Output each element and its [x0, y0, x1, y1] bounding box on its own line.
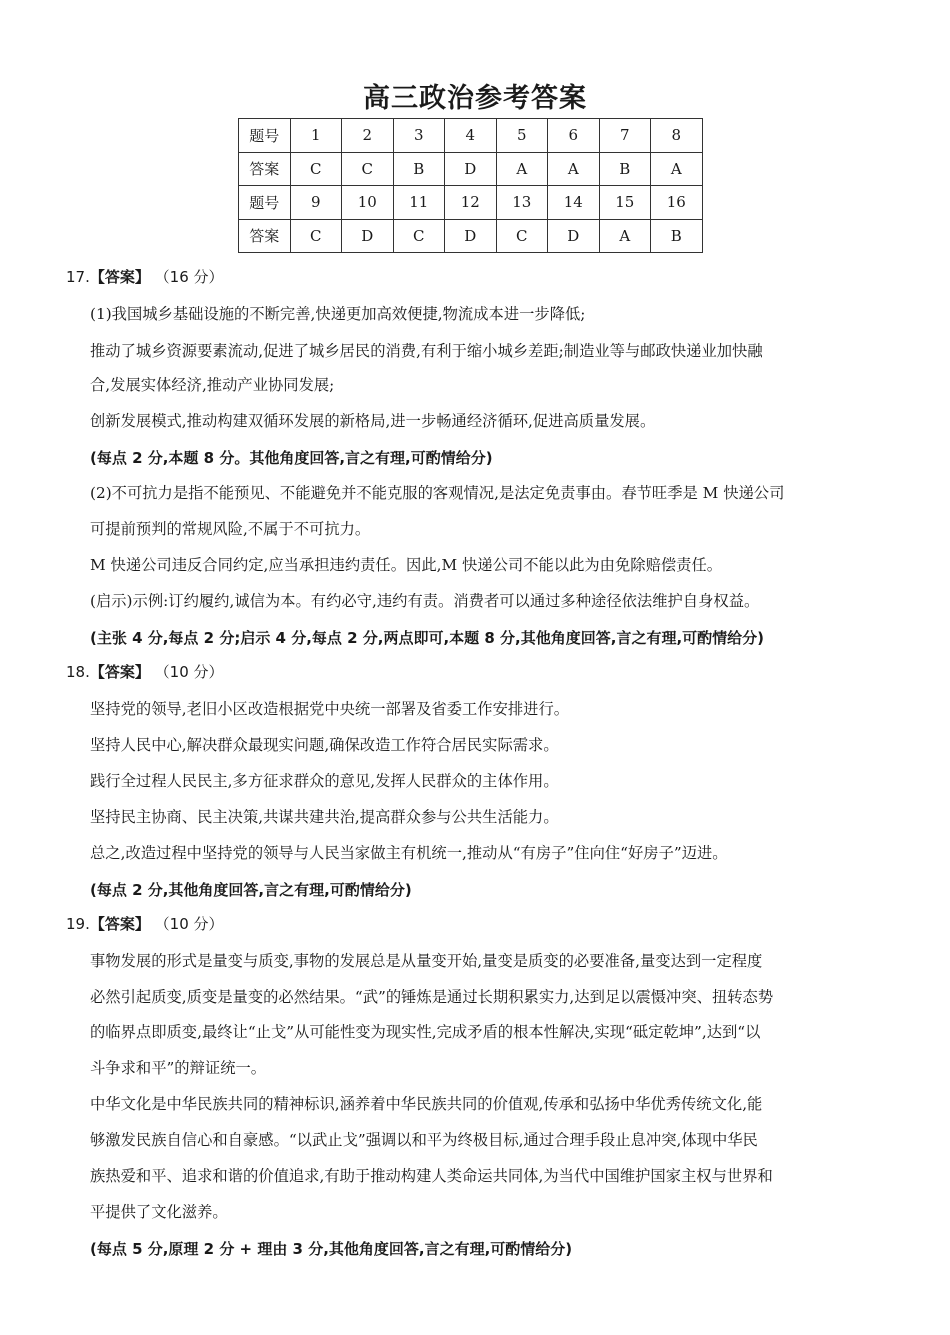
q17-scoring-note: (每点 2 分,本题 8 分。其他角度回答,言之有理,可酌情给分): [90, 449, 493, 467]
q19-line: 斗争求和平”的辩证统一。: [90, 1059, 267, 1077]
table-cell: 12: [445, 186, 497, 220]
table-cell: 16: [651, 186, 703, 220]
q19-line: 平提供了文化滋养。: [90, 1203, 228, 1221]
table-cell: 4: [445, 119, 497, 153]
q19-number: 19.: [66, 915, 90, 933]
table-row: [239, 152, 703, 186]
q17-line: 合,发展实体经济,推动产业协同发展;: [90, 376, 335, 394]
table-cell: 5: [496, 119, 548, 153]
q18-scoring-note: (每点 2 分,其他角度回答,言之有理,可酌情给分): [90, 881, 412, 899]
q17-line: (2)不可抗力是指不能预见、不能避免并不能克服的客观情况,是法定免责事由。春节旺季是 M 快递公司: [90, 484, 785, 502]
table-cell: A: [651, 152, 703, 186]
q18-number: 18.: [66, 663, 90, 681]
q18-header: [66, 661, 224, 682]
table-cell: 11: [393, 186, 445, 220]
q18-line: 坚持民主协商、民主决策,共谋共建共治,提高群众参与公共生活能力。: [90, 808, 559, 826]
q17-label: 【答案】: [89, 268, 150, 286]
answer-table: [238, 118, 703, 253]
table-cell: B: [599, 152, 651, 186]
q19-label: 【答案】: [89, 915, 150, 933]
table-cell: C: [342, 152, 394, 186]
table-cell: 8: [651, 119, 703, 153]
q19-line: 够激发民族自信心和自豪感。“以武止戈”强调以和平为终极目标,通过合理手段止息冲突,体现中华民: [90, 1131, 758, 1149]
table-cell: A: [599, 219, 651, 253]
q19-line: 的临界点即质变,最终让“止戈”从可能性变为现实性,完成矛盾的根本性解决,实现“砥定乾坤”,达到“以: [90, 1023, 761, 1041]
q17-scoring-note: (主张 4 分,每点 2 分;启示 4 分,每点 2 分,两点即可,本题 8 分,其他角度回答,言之有理,可酌情给分): [90, 629, 765, 647]
q19-scoring-note: (每点 5 分,原理 2 分 + 理由 3 分,其他角度回答,言之有理,可酌情给分): [90, 1240, 573, 1258]
table-row: [239, 186, 703, 220]
table-cell: B: [393, 152, 445, 186]
q17-line: (1)我国城乡基础设施的不断完善,快递更加高效便捷,物流成本进一步降低;: [90, 305, 586, 323]
q19-line: 必然引起质变,质变是量变的必然结果。“武”的锤炼是通过长期积累实力,达到足以震慑冲突、扭转态势: [90, 988, 774, 1006]
table-cell: D: [548, 219, 600, 253]
q17-number: 17.: [66, 268, 90, 286]
q17-line: 推动了城乡资源要素流动,促进了城乡居民的消费,有利于缩小城乡差距;制造业等与邮政快递业加快融: [90, 342, 763, 360]
q18-line: 坚持党的领导,老旧小区改造根据党中央统一部署及省委工作安排进行。: [90, 700, 570, 718]
q18-line: 践行全过程人民民主,多方征求群众的意见,发挥人民群众的主体作用。: [90, 772, 559, 790]
table-cell: 7: [599, 119, 651, 153]
q17-line: M 快递公司违反合同约定,应当承担违约责任。因此,M 快递公司不能以此为由免除赔偿责任。: [90, 556, 723, 574]
table-cell: 13: [496, 186, 548, 220]
q17-header: [66, 266, 224, 287]
q18-score: （10 分）: [154, 663, 224, 681]
table-cell: D: [342, 219, 394, 253]
table-cell: 9: [290, 186, 342, 220]
table-cell: A: [496, 152, 548, 186]
q19-line: 族热爱和平、追求和谐的价值追求,有助于推动构建人类命运共同体,为当代中国维护国家主权与世界和: [90, 1167, 773, 1185]
table-cell: 答案: [239, 219, 291, 253]
table-cell: B: [651, 219, 703, 253]
q19-line: 事物发展的形式是量变与质变,事物的发展总是从量变开始,量变是质变的必要准备,量变达到一定程度: [90, 952, 763, 970]
table-row: [239, 119, 703, 153]
table-cell: D: [445, 219, 497, 253]
table-cell: C: [290, 219, 342, 253]
table-cell: 6: [548, 119, 600, 153]
q19-line: 中华文化是中华民族共同的精神标识,涵养着中华民族共同的价值观,传承和弘扬中华优秀传统文化,能: [90, 1095, 763, 1113]
page-title: 高三政治参考答案: [363, 83, 587, 114]
q19-score: （10 分）: [154, 915, 224, 933]
table-cell: C: [290, 152, 342, 186]
table-cell: 3: [393, 119, 445, 153]
q18-line: 坚持人民中心,解决群众最现实问题,确保改造工作符合居民实际需求。: [90, 736, 559, 754]
q18-label: 【答案】: [89, 663, 150, 681]
q17-line: (启示)示例:订约履约,诚信为本。有约必守,违约有责。消费者可以通过多种途径依法维护自身权益。: [90, 592, 760, 610]
table-cell: 答案: [239, 152, 291, 186]
table-cell: 2: [342, 119, 394, 153]
table-row: [239, 219, 703, 253]
q17-line: 创新发展模式,推动构建双循环发展的新格局,进一步畅通经济循环,促进高质量发展。: [90, 412, 656, 430]
q17-line: 可提前预判的常规风险,不属于不可抗力。: [90, 520, 371, 538]
table-cell: 1: [290, 119, 342, 153]
table-cell: 题号: [239, 119, 291, 153]
table-cell: D: [445, 152, 497, 186]
table-cell: 10: [342, 186, 394, 220]
q19-header: [66, 913, 224, 934]
table-cell: 14: [548, 186, 600, 220]
table-cell: C: [393, 219, 445, 253]
q17-score: （16 分）: [154, 268, 224, 286]
table-cell: 15: [599, 186, 651, 220]
q18-line: 总之,改造过程中坚持党的领导与人民当家做主有机统一,推动从“有房子”住向住“好房子”迈进。: [90, 844, 728, 862]
table-cell: C: [496, 219, 548, 253]
table-cell: A: [548, 152, 600, 186]
table-cell: 题号: [239, 186, 291, 220]
